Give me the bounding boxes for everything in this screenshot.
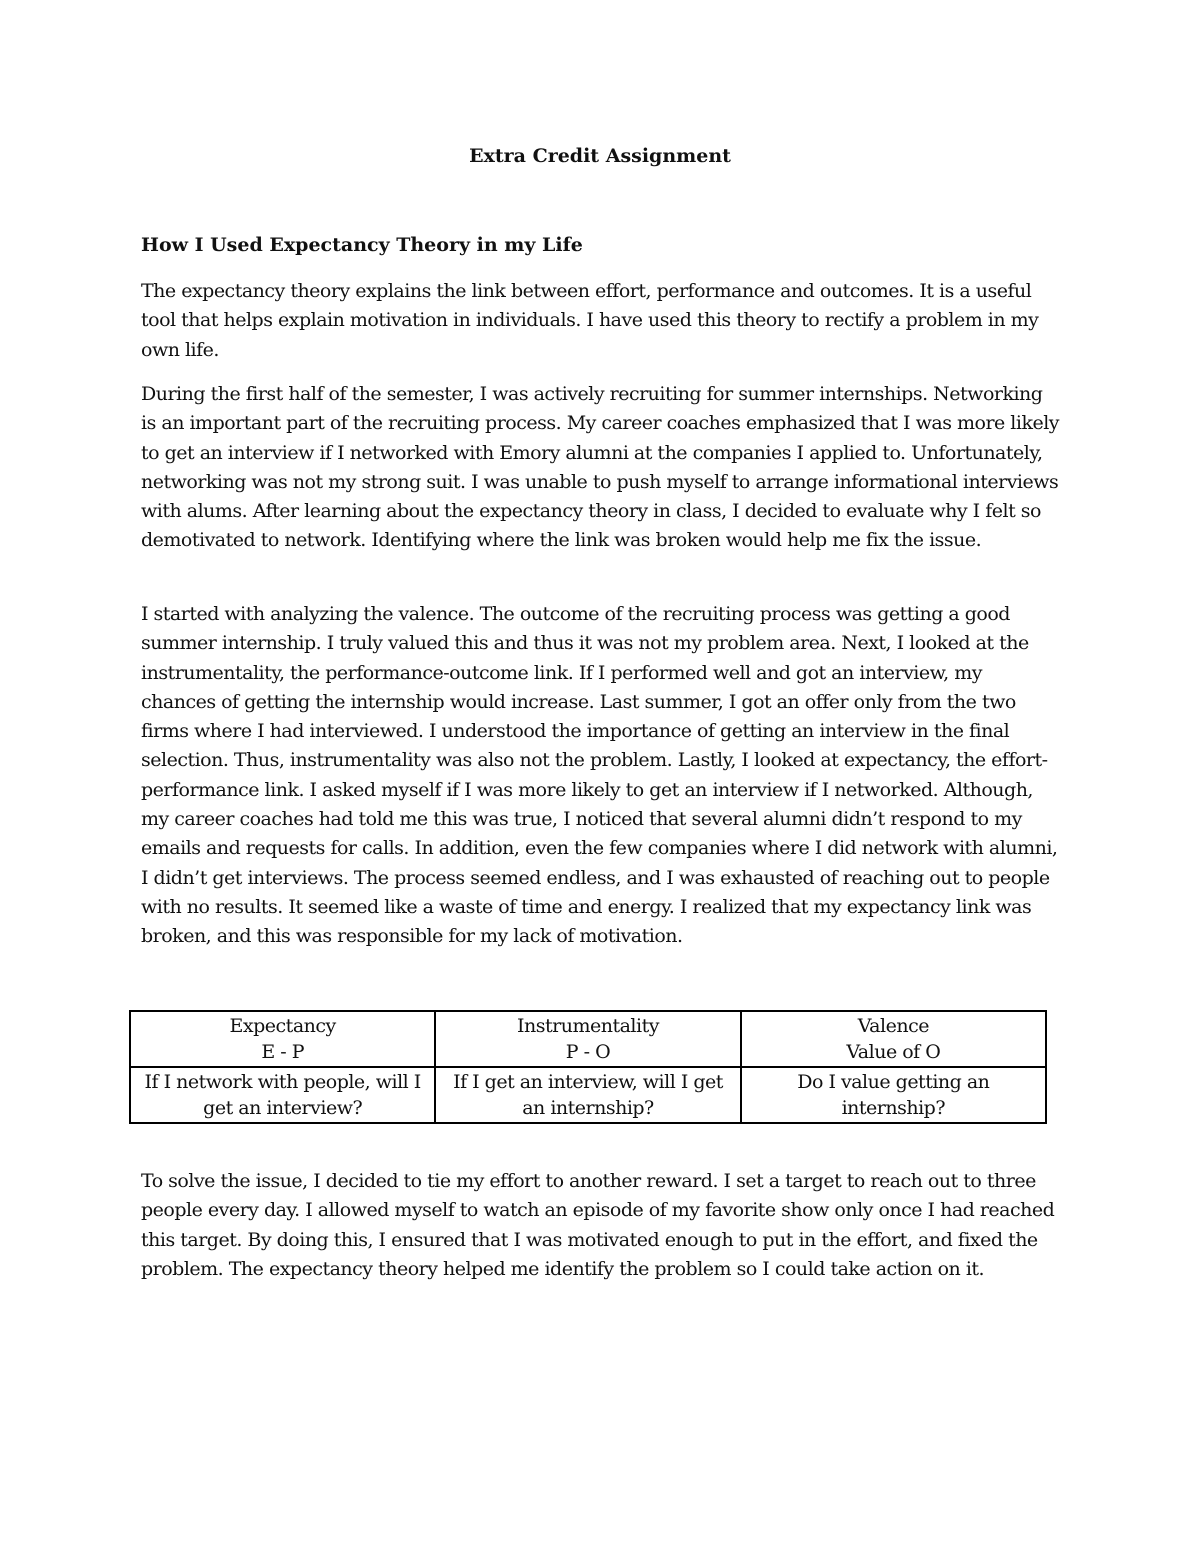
- paragraph-analysis: I started with analyzing the valence. The outcome of the recruiting process was getting a good summer internship. I truly valued this and thus it was not my problem area. Next, I looked at the instrumentality, the performance-outcome link. If I performed well and got an interview, my chances of getting the internship would increase. Last summer, I got an offer only from the two firms where I had interviewed. I understood the importance of getting an interview in the final selection. Thus, instrumentality was also not the problem. Lastly, I looked at expectancy, the effort-performance link. I asked myself if I was more likely to get an interview if I networked. Although, my career coaches had told me this was true, I noticed that several alumni didn’t respond to my emails and requests for calls. In addition, even the few companies where I did network with alumni, I didn’t get interviews. The process seemed endless, and I was exhausted of reaching out to people with no results. It seemed like a waste of time and energy. I realized that my expectancy link was broken, and this was responsible for my lack of motivation.: [141, 603, 1058, 948]
- table-cell: Do I value getting an internship?: [741, 1067, 1046, 1123]
- table-row: [130, 1067, 1046, 1123]
- table-header-cell: [741, 1011, 1046, 1067]
- table-cell: If I get an interview, will I get an internship?: [435, 1067, 740, 1123]
- section-heading: How I Used Expectancy Theory in my Life: [141, 234, 583, 256]
- header-name: Expectancy: [229, 1015, 336, 1037]
- header-sub: Value of O: [846, 1041, 941, 1063]
- paragraph-recruiting: During the first half of the semester, I was actively recruiting for summer internships. Networking is an important part of the recruiting process. My career coaches emphasized that I was more likely to get an interview if I networked with Emory alumni at the companies I applied to. Unfortunately, networking was not my strong suit. I was unable to push myself to arrange informational interviews with alums. After learning about the expectancy theory in class, I decided to evaluate why I felt so demotivated to network. Identifying where the link was broken would help me fix the issue.: [141, 383, 1060, 552]
- table-header-cell: [435, 1011, 740, 1067]
- expectancy-theory-table: [129, 1010, 1047, 1124]
- header-sub: E - P: [261, 1041, 304, 1063]
- table-header-cell: [130, 1011, 435, 1067]
- header-name: Instrumentality: [517, 1015, 659, 1037]
- document-title: Extra Credit Assignment: [469, 145, 731, 167]
- paragraph-solution: To solve the issue, I decided to tie my effort to another reward. I set a target to reach out to three people every day. I allowed myself to watch an episode of my favorite show only once I had reached this target. By doing this, I ensured that I was motivated enough to put in the effort, and fixed the problem. The expectancy theory helped me identify the problem so I could take action on it.: [141, 1170, 1055, 1280]
- header-name: Valence: [857, 1015, 929, 1037]
- table-header-row: [130, 1011, 1046, 1067]
- paragraph-intro: The expectancy theory explains the link between effort, performance and outcomes. It is a useful tool that helps explain motivation in individuals. I have used this theory to rectify a problem in my own life.: [141, 280, 1039, 361]
- table-cell: If I network with people, will I get an interview?: [130, 1067, 435, 1123]
- header-sub: P - O: [565, 1041, 611, 1063]
